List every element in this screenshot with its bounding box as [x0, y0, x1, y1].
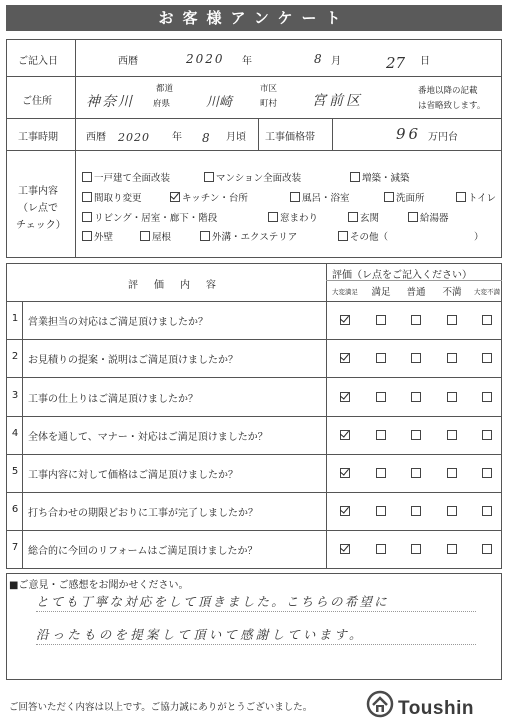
work-option[interactable] — [82, 210, 217, 224]
period-month-unit: 月頃 — [226, 132, 246, 143]
work-option-label: 玄関 — [360, 213, 380, 224]
rating-checkbox[interactable] — [376, 468, 386, 478]
content-label-1: 工事内容 — [18, 186, 58, 197]
work-option-label: 間取り変更 — [94, 193, 142, 204]
rating-checkbox[interactable] — [340, 468, 350, 478]
address-note-2: は省略致します。 — [418, 101, 486, 111]
rating-checkbox[interactable] — [376, 353, 386, 363]
rating-checkbox[interactable] — [411, 392, 421, 402]
question-text: 工事内容に対して価格はご満足頂けましたか？ — [28, 469, 238, 481]
question-text: 工事の仕上りはご満足頂けましたか？ — [28, 393, 198, 405]
rating-scale-label: 大変不満 — [474, 288, 500, 296]
checkbox[interactable] — [290, 192, 300, 202]
work-option-label: 外溝・エクステリア — [212, 232, 298, 243]
date-year-value[interactable]: 2020 — [186, 52, 225, 66]
prefecture-value[interactable]: 神奈川 — [86, 94, 134, 110]
rating-checkbox[interactable] — [411, 430, 421, 440]
work-option-label: トイレ — [468, 193, 497, 204]
date-day-unit: 日 — [420, 56, 430, 67]
work-option[interactable] — [268, 210, 318, 224]
date-month-unit: 月 — [331, 56, 341, 67]
work-option[interactable] — [170, 190, 248, 204]
rating-checkbox[interactable] — [447, 506, 457, 516]
checkbox[interactable] — [82, 172, 92, 182]
rating-checkbox[interactable] — [482, 506, 492, 516]
work-option[interactable] — [200, 229, 297, 243]
rating-checkbox[interactable] — [376, 544, 386, 554]
price-value[interactable]: 96 — [396, 125, 422, 143]
question-number: 3 — [11, 389, 19, 401]
rating-checkbox[interactable] — [447, 430, 457, 440]
rating-checkbox[interactable] — [482, 392, 492, 402]
work-option[interactable] — [82, 190, 142, 204]
checkbox[interactable] — [408, 212, 418, 222]
work-option-label: 外壁 — [94, 232, 114, 243]
question-number: 7 — [11, 542, 19, 554]
work-option-label: 洗面所 — [396, 193, 425, 204]
checkbox[interactable] — [170, 192, 180, 202]
rating-checkbox[interactable] — [376, 315, 386, 325]
work-option-label: 屋根 — [152, 232, 172, 243]
checkbox[interactable] — [350, 172, 360, 182]
rating-scale-label: 満足 — [371, 287, 391, 298]
comment-line-1[interactable]: とても丁寧な対応をして頂きました。こちらの希望に — [36, 594, 389, 609]
work-option-label: その他（ — [350, 232, 389, 243]
work-option-label: マンション全面改装 — [216, 173, 302, 184]
rating-checkbox[interactable] — [376, 392, 386, 402]
question-text: 総合的に今回のリフォームはご満足頂けましたか？ — [28, 546, 258, 558]
rating-checkbox[interactable] — [482, 353, 492, 363]
ward-value[interactable]: 宮前区 — [312, 93, 363, 109]
work-option[interactable] — [82, 170, 170, 184]
checkbox[interactable] — [82, 192, 92, 202]
work-option-label: 窓まわり — [280, 213, 319, 224]
address-note-1: 番地以降の記載 — [418, 86, 478, 96]
question-text: 営業担当の対応はご満足頂けましたか？ — [28, 317, 208, 329]
other-close-paren: ） — [474, 232, 484, 243]
period-era: 西暦 — [86, 132, 106, 143]
prefecture-suffix-bottom: 府県 — [153, 99, 171, 109]
rating-checkbox[interactable] — [447, 315, 457, 325]
work-option[interactable] — [204, 170, 301, 184]
date-year-unit: 年 — [242, 56, 252, 67]
price-label: 工事価格帯 — [265, 132, 315, 143]
checkbox[interactable] — [82, 212, 92, 222]
work-option-label: リビング・居室・廊下・階段 — [94, 213, 218, 224]
rating-checkbox[interactable] — [340, 506, 350, 516]
rating-checkbox[interactable] — [447, 392, 457, 402]
work-option[interactable] — [140, 229, 171, 243]
work-option-label: 増築・減築 — [362, 173, 410, 184]
checkbox[interactable] — [82, 231, 92, 241]
rating-scale-label: 大変満足 — [332, 288, 358, 296]
survey-title: お客様アンケート — [6, 5, 502, 31]
checkbox[interactable] — [200, 231, 210, 241]
city-suffix-top: 市区 — [260, 84, 278, 94]
checkbox[interactable] — [338, 231, 348, 241]
question-number: 1 — [11, 313, 19, 325]
rating-checkbox[interactable] — [340, 392, 350, 402]
checkbox[interactable] — [268, 212, 278, 222]
rating-checkbox[interactable] — [340, 353, 350, 363]
rating-checkbox[interactable] — [482, 430, 492, 440]
checkbox[interactable] — [384, 192, 394, 202]
evaluation-header: 評 価 内 容 — [128, 280, 219, 291]
question-text: 全体を通して、マナー・対応はご満足頂けましたか？ — [28, 431, 268, 443]
rating-checkbox[interactable] — [411, 468, 421, 478]
rating-checkbox[interactable] — [376, 506, 386, 516]
checkbox[interactable] — [140, 231, 150, 241]
rating-checkbox[interactable] — [447, 353, 457, 363]
rating-checkbox[interactable] — [340, 544, 350, 554]
work-option[interactable] — [384, 190, 425, 204]
content-label-2: （レ点で — [18, 203, 58, 214]
rating-checkbox[interactable] — [482, 544, 492, 554]
rating-header: 評価（レ点をご記入ください） — [332, 270, 472, 281]
prefecture-suffix-top: 都道 — [156, 84, 174, 94]
price-unit: 万円台 — [428, 132, 458, 143]
work-option[interactable] — [290, 190, 350, 204]
work-option[interactable] — [408, 210, 449, 224]
rating-scale-label: 不満 — [442, 287, 462, 298]
address-label: ご住所 — [22, 96, 52, 107]
period-year-unit: 年 — [172, 132, 182, 143]
question-text: お見積りの提案・説明はご満足頂けましたか？ — [28, 355, 238, 367]
work-option-label: 給湯器 — [420, 213, 449, 224]
question-number: 2 — [11, 351, 19, 363]
work-option[interactable] — [338, 229, 388, 243]
city-suffix-bottom: 町村 — [260, 99, 278, 109]
work-option[interactable] — [82, 229, 113, 243]
work-option-label: 風呂・浴室 — [302, 193, 350, 204]
work-option[interactable] — [348, 210, 379, 224]
comments-label: ■ご意見・ご感想をお聞かせください。 — [9, 580, 189, 591]
rating-checkbox[interactable] — [340, 315, 350, 325]
work-option[interactable] — [350, 170, 410, 184]
content-label-3: チェック） — [16, 220, 66, 231]
period-month-value[interactable]: 8 — [202, 131, 210, 145]
question-text: 打ち合わせの期限どおりに工事が完了しましたか？ — [28, 508, 258, 520]
work-option-label: キッチン・台所 — [182, 193, 248, 204]
question-number: 6 — [11, 504, 19, 516]
work-option[interactable] — [456, 190, 496, 204]
brand-name: Toushin — [398, 698, 474, 719]
rating-checkbox[interactable] — [411, 353, 421, 363]
city-value[interactable]: 川崎 — [206, 95, 233, 110]
question-number: 4 — [11, 427, 19, 439]
work-option-label: 一戸建て全面改装 — [94, 173, 171, 184]
info-table — [6, 39, 502, 258]
comment-line-2[interactable]: 沿ったものを提案して頂いて感謝しています。 — [36, 627, 365, 642]
toushin-logo-icon — [366, 690, 394, 718]
rating-checkbox[interactable] — [482, 468, 492, 478]
rating-checkbox[interactable] — [447, 468, 457, 478]
rating-scale-label: 普通 — [406, 287, 426, 298]
date-day-value[interactable]: 27 — [386, 54, 406, 72]
checkbox[interactable] — [204, 172, 214, 182]
rating-checkbox[interactable] — [411, 315, 421, 325]
rating-checkbox[interactable] — [482, 315, 492, 325]
period-year-value[interactable]: 2020 — [118, 131, 150, 144]
rating-checkbox[interactable] — [411, 506, 421, 516]
date-month-value[interactable]: 8 — [314, 52, 322, 66]
date-era: 西暦 — [118, 56, 138, 67]
footer-thanks: ご回答いただく内容は以上です。ご協力誠にありがとうございました。 — [9, 702, 313, 713]
rating-checkbox[interactable] — [340, 430, 350, 440]
rating-checkbox[interactable] — [447, 544, 457, 554]
checkbox[interactable] — [456, 192, 466, 202]
question-number: 5 — [11, 465, 19, 477]
rating-checkbox[interactable] — [376, 430, 386, 440]
date-label: ご記入日 — [18, 56, 58, 67]
rating-checkbox[interactable] — [411, 544, 421, 554]
checkbox[interactable] — [348, 212, 358, 222]
period-label: 工事時期 — [18, 132, 58, 143]
